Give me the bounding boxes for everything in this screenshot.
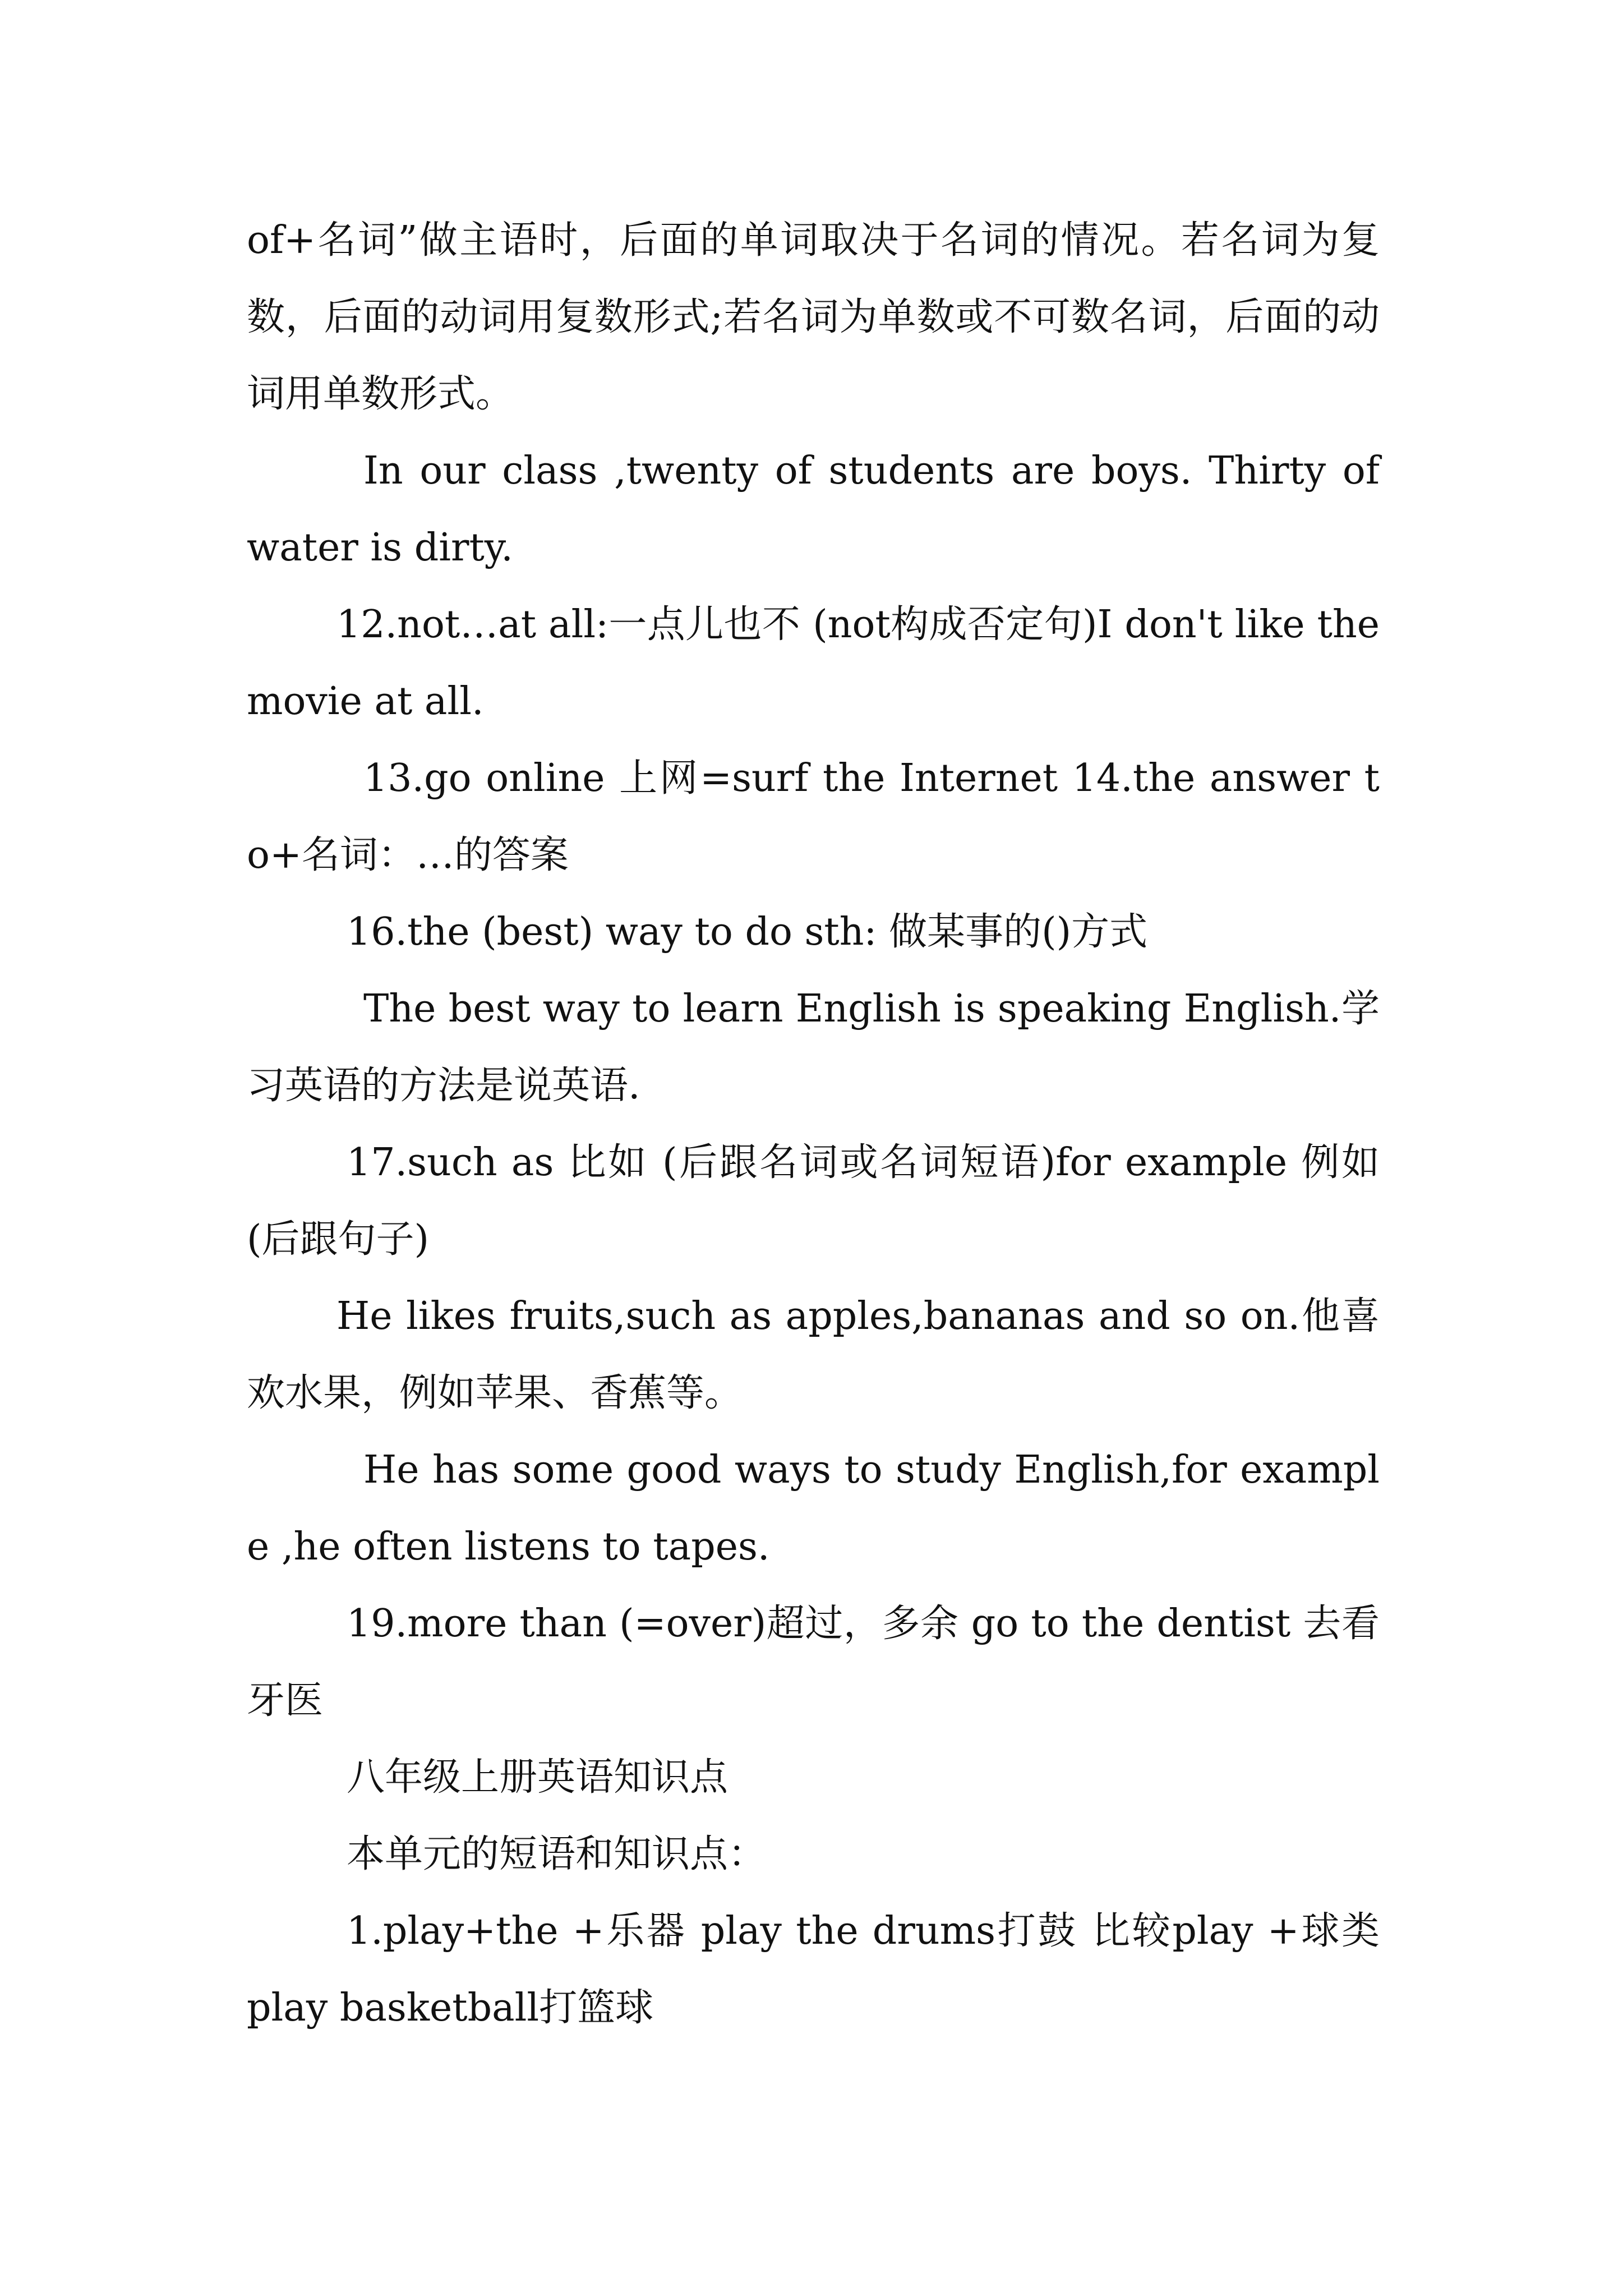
paragraph-item-19: 19.more than (=over)超过，多余 go to the dentist 去看牙医 xyxy=(247,1602,1380,1723)
paragraph-example-ways: He has some good ways to study English,for example ,he often listens to tapes. xyxy=(247,1448,1380,1569)
paragraph-example-fruits: He likes fruits,such as apples,bananas and so on.他喜欢水果，例如苹果、香蕉等。 xyxy=(247,1294,1380,1415)
paragraph-subject-verb-rule: of+名词”做主语时，后面的单词取决于名词的情况。若名词为复数，后面的动词用复数形式;若名词为单数或不可数名词，后面的动词用单数形式。 xyxy=(247,218,1380,416)
section-subheading: 本单元的短语和知识点： xyxy=(347,1832,767,1876)
paragraph-item-16: 16.the (best) way to do sth: 做某事的()方式 xyxy=(347,910,1148,954)
paragraph-example-best-way: The best way to learn English is speaking English.学习英语的方法是说英语. xyxy=(247,987,1380,1108)
paragraph-item-1: 1.play+the +乐器 play the drums打鼓 比较play +球类 play basketball打篮球 xyxy=(247,1909,1380,2030)
section-heading: 八年级上册英语知识点 xyxy=(347,1755,728,1800)
paragraph-item-12: 12.not…at all:一点儿也不 (not构成否定句)I don't like the movie at all. xyxy=(247,602,1380,724)
paragraph-item-13-14: 13.go online 上网=surf the Internet 14.the answer to+名词：…的答案 xyxy=(247,756,1380,877)
paragraph-item-17: 17.such as 比如 (后跟名词或名词短语)for example 例如(后跟句子) xyxy=(247,1140,1380,1262)
document-body xyxy=(247,202,1380,2046)
paragraph-example-class: In our class ,twenty of students are boys. Thirty of water is dirty. xyxy=(247,449,1380,570)
